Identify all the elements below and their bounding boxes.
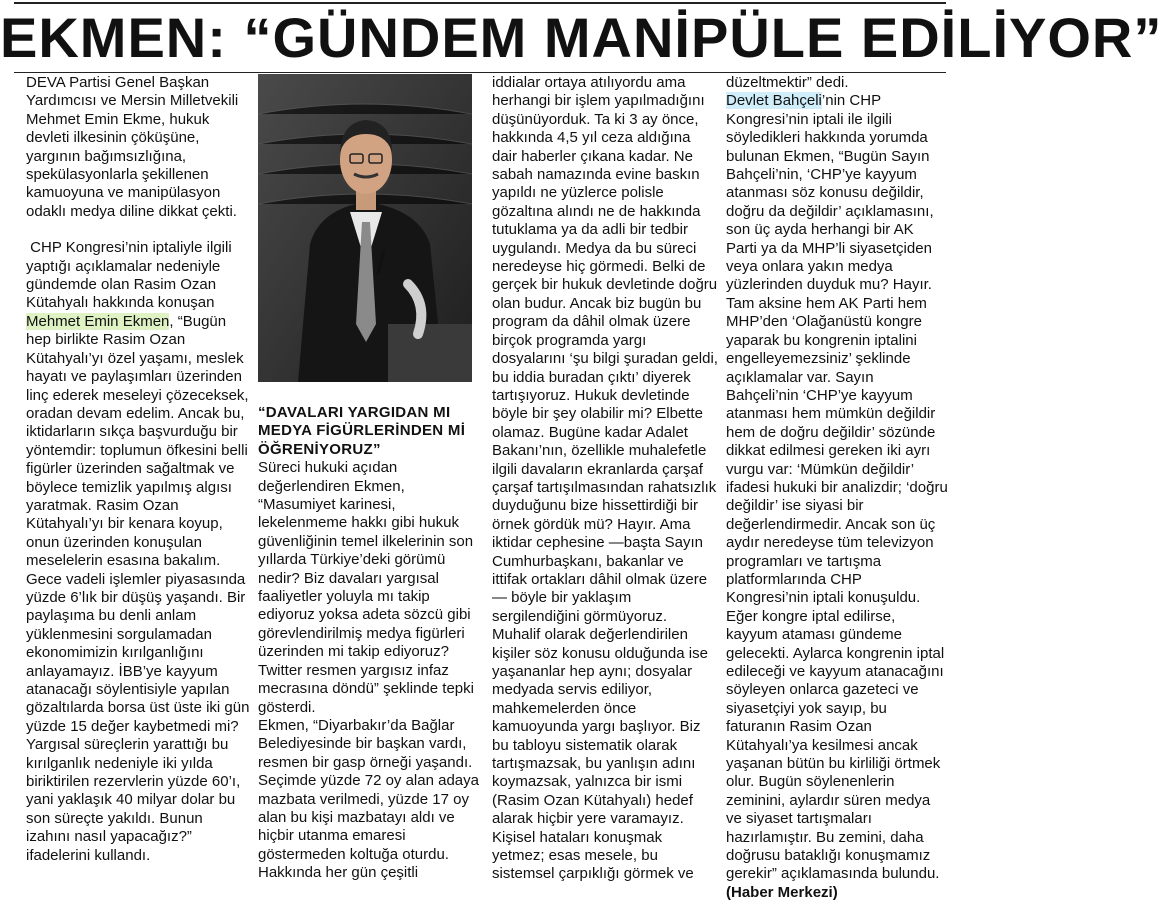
paragraph bbox=[26, 239, 250, 865]
headline-rule bbox=[14, 72, 946, 73]
paragraph: DEVA Partisi Genel Başkan Yardımcısı ve Mersin Milletvekili Mehmet Emin Ekme, hukuk devleti ilkesinin çöküşüne, yargının bağımsızlığına, spekülasyonlarla şekillenen kamuoyuna ve manipülasyon odaklı medya diline dikkat çekti. bbox=[26, 74, 239, 220]
paragraph-text: , “Bugün hep birlikte Rasim Ozan Kütahyalı’yı özel yaşamı, meslek hayatı ve paylaşımları üzerinden linç ederek meseleyi çözeceksek, oradan devam edelim. Ancak bu, iktidarların sıkça başvurduğu bir yöntemdir: toplumun öfkesini belli figürler üzerinden sağaltmak ve böylece temizlik yapılmış algısı yaratmak. Rasim Ozan Kütahyalı’yı bir kenara koyup, onun üzerinden konuşulan meselelerin esasına bakalım. Gece vadeli işlemler piyasasında yüzde 6’lık bir düşüş yaşandı. Bir paylaşıma bu denli anlam yüklenmesini sorgulamadan ekonomimizin kırılganlığını anlayamayız. İBB’ye kayyum atanacağı söylentisiyle yapılan gözaltılarda borsa üst üste iki gün yüzde 15 değer kaybetmedi mi? Yargısal süreçlerin yarattığı bu kırılganlık nedeniyle iki yılda biriktirilen rezervlerin yüzde 60’ı, yani yaklaşık 40 milyar dolar bu son süreçte yakıldı. Bunun izahını nasıl yapacağız?” ifadelerini kullandı. bbox=[26, 312, 250, 864]
section-subheading: “DAVALARI YARGIDAN MI MEDYA FİGÜRLERİNDEN Mİ ÖĞRENİYORUZ” bbox=[258, 404, 466, 458]
paragraph bbox=[726, 92, 948, 883]
column-1 bbox=[26, 74, 250, 865]
column-2 bbox=[258, 404, 484, 883]
highlighted-name: Mehmet Emin Ekmen bbox=[26, 312, 170, 330]
speaker-photo bbox=[258, 74, 472, 382]
paragraph-text: ’nin CHP Kongresi’nin iptali ile ilgili söyledikleri hakkında yorumda bulunan Ekmen, “Bugün Sayın Bahçeli’nin, ‘CHP’ye kayyum atanması söz konusu değildir, doğru da değildir’ açıklamasını, son üç ayda herhangi bir AK Parti ya da MHP’li siyasetçiden veya onlara yakın medya yüzlerinden duyduk mu? Hayır. Tam aksine hem AK Parti hem MHP’den ‘Olağanüstü kongre yaparak bu kongrenin iptalini engelleyemezsiniz’ şeklinde açıklamalar var. Sayın Bahçeli’nin ‘CHP’ye kayyum atanması hem mümkün değildir hem de doğru değildir’ sözünde dikkat edilmesi gereken iki ayrı vurgu var: ‘Mümkün değildir’ ifadesi hukuki bir analizdir; ‘doğru değildir’ ise siyasi bir değerlendirmedir. Ancak son üç aydır neredeyse tüm televizyon programları ve tartışma platformlarında CHP Kongresi’nin iptali konuşuldu. Eğer kongre iptal edilirse, kayyum ataması gündeme gelecekti. Aylarca kongrenin iptal edileceği ve kayyum atanacağını söyleyen onlarca gazeteci ve siyasetçiyi yok sayıp, bu faturanın Rasim Ozan Kütahyalı’ya kesilmesi ancak yaşanan bütün bu kirliliği örtmek olur. Bugün söylenenlerin zeminini, aylardır süren medya ve siyaset tartışmaları hazırlamıştır. Bu zemini, daha doğrusu bataklığı konuşmamız gerekir” açıklamasında bulundu. bbox=[726, 92, 948, 883]
paragraph: düzeltmektir” dedi. bbox=[726, 74, 849, 91]
speaker-portrait-photo-icon bbox=[258, 74, 472, 382]
column-4 bbox=[726, 74, 948, 902]
paragraph: Ekmen, “Diyarbakır’da Bağlar Belediyesinde bir başkan vardı, resmen bir gasp örneği yaşandı. Seçimde yüzde 72 oy alan adaya mazbata verilmedi, yüzde 17 oy alan bu kişi mazbatayı aldı ve hiçbir utanma emaresi göstermeden koltuğa oturdu. Hakkında her gün çeşitli bbox=[258, 716, 479, 882]
paragraph-text: CHP Kongresi’nin iptaliyle ilgili yaptığı açıklamalar nedeniyle gündemde olan Rasim Ozan Kütahyalı hakkında konuşan bbox=[26, 239, 232, 312]
paragraph: Süreci hukuki açıdan değerlendiren Ekmen, “Masumiyet karinesi, lekelenmeme hakkı gibi hukuk güvenliğinin temel ilkelerinin son yıllarda Türkiye’deki görümü nedir? Biz davaları yargısal faaliyetler yoluyla mı takip ediyoruz yoksa adeta sözcü gibi görevlendirilmiş medya figürleri üzerinden mi takip ediyoruz? Twitter resmen yargısız infaz mecrasına döndü” şeklinde tepki gösterdi. bbox=[258, 459, 474, 716]
paragraph: iddialar ortaya atılıyordu ama herhangi bir işlem yapılmadığını düşünüyorduk. Ta ki 3 ay önce, hakkında 4,5 yıl ceza aldığına dair haberler çıkana kadar. Ne sabah namazında evine baskın yapıldı ne yüzlerce polisle gözaltına alındı ne de hakkında tutuklama ya da adli bir tedbir uygulandı. Medya da bu süreci neredeyse hiç görmedi. Belki de gerçek bir hukuk devletinde doğru olan budur. Ancak biz bugün bu program da dâhil olmak üzere birçok programda yargı dosyalarını ‘şu bilgi şuradan geldi, bu iddia buradan çıktı’ diyerek tartışıyoruz. Hukuk devletinde böyle bir şey olabilir mi? Elbette olamaz. Bugüne kadar Adalet Bakanı’nın, özellikle muhalefetle ilgili davaların ekranlarda çarşaf çarşaf tartışılmasından rahatsızlık duyduğunu bize hissettirdiği bir örnek gördük mü? Hayır. Ama iktidar cephesine —başta Sayın Cumhurbaşkanı, bakanlar ve ittifak ortakları dâhil olmak üzere— böyle bir yaklaşım sergilendiğini görmüyoruz. Muhalif olarak değerlendirilen kişiler söz konusu olduğunda ise yaşananlar hep aynı; dosyalar medyada servis ediliyor, mahkemelerden önce kamuoyunda yargı başlıyor. Biz bu tabloyu sistematik olarak tartışmazsak, bu yanlışın adını koymazsak, yalnızca bir ismi (Rasim Ozan Kütahyalı) hedef alarak hiçbir yere varamayız. Kişisel hataları konuşmak yetmez; esas mesele, bu sistemsel çarpıklığı görmek ve bbox=[492, 74, 718, 883]
column-3 bbox=[492, 74, 718, 884]
byline: (Haber Merkezi) bbox=[726, 883, 838, 901]
headline: EKMEN: “GÜNDEM MANİPÜLE EDİLİYOR” bbox=[0, 6, 1162, 69]
highlighted-name: Devlet Bahçeli bbox=[726, 92, 822, 110]
